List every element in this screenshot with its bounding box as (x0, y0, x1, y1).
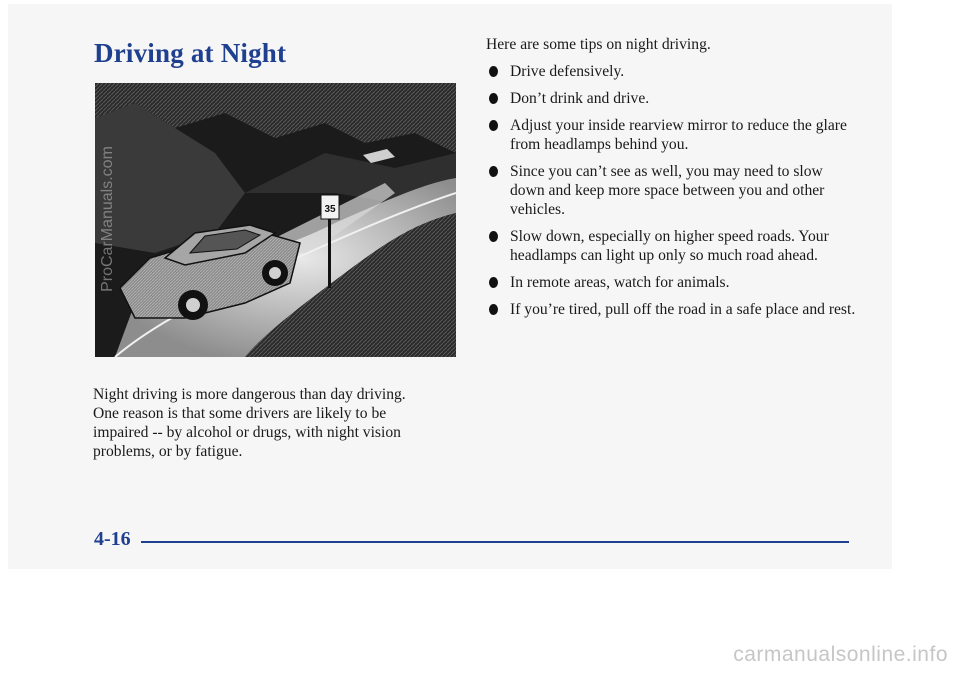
sign-post (328, 218, 331, 288)
bullet-icon (489, 231, 498, 242)
bullet-icon (489, 277, 498, 288)
list-item (486, 300, 856, 319)
bullet-icon (489, 120, 498, 131)
list-item (486, 162, 856, 219)
tip-text: Since you can’t see as well, you may need to slow down and keep more space between you and other vehicles. (510, 163, 825, 218)
tips-list (486, 62, 856, 319)
tips-column (486, 35, 856, 327)
car-hub-rear (269, 267, 281, 279)
tip-text: In remote areas, watch for animals. (510, 274, 730, 291)
intro-paragraph: Night driving is more dangerous than day driving. One reason is that some drivers are likely to be impaired -- by alcohol or drugs, with night vision problems, or by fatigue. (93, 386, 406, 460)
side-watermark-text: ProCarManuals.com (99, 146, 117, 292)
bullet-icon (489, 66, 498, 77)
footer-watermark: carmanualsonline.info (733, 643, 948, 666)
tip-text: Don’t drink and drive. (510, 90, 650, 107)
list-item (486, 116, 856, 154)
tips-intro: Here are some tips on night driving. (486, 36, 711, 53)
night-driving-illustration (95, 83, 456, 357)
tip-text: Slow down, especially on higher speed roads. Your headlamps can light up only so much road ahead. (510, 228, 829, 264)
tip-text: Adjust your inside rearview mirror to reduce the glare from headlamps behind you. (510, 117, 847, 153)
list-item (486, 62, 856, 81)
speed-sign-text: 35 (324, 204, 336, 215)
list-item (486, 227, 856, 265)
tip-text: Drive defensively. (510, 63, 625, 80)
list-item (486, 89, 856, 108)
section-heading: Driving at Night (94, 38, 287, 68)
list-item (486, 273, 856, 292)
bullet-icon (489, 93, 498, 104)
tip-text: If you’re tired, pull off the road in a safe place and rest. (510, 301, 856, 318)
page-number: 4-16 (94, 528, 131, 550)
bullet-icon (489, 166, 498, 177)
footer-rule (141, 541, 849, 543)
bullet-icon (489, 304, 498, 315)
car-hub-front (186, 298, 200, 312)
illustration-svg (95, 83, 456, 357)
